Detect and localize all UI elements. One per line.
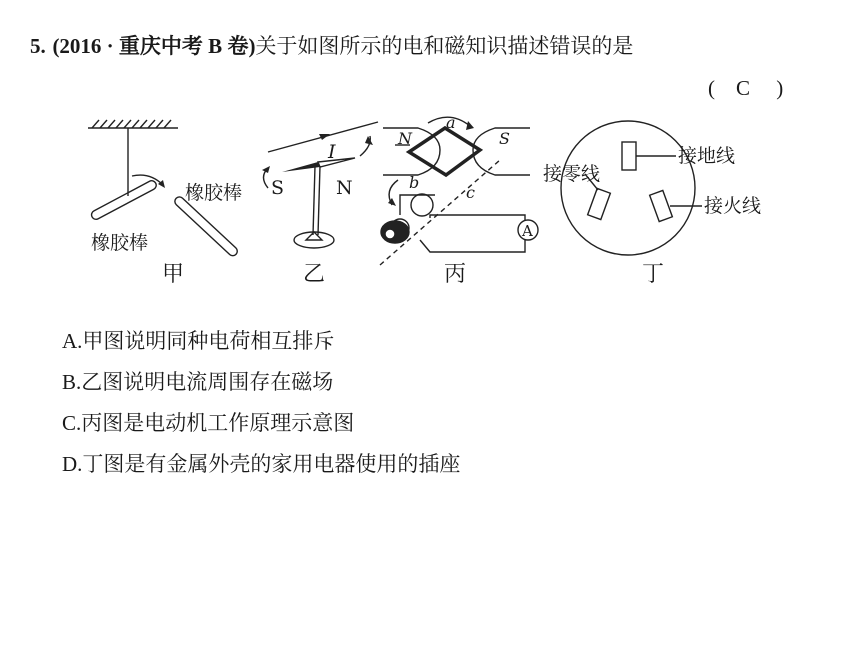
needle-north <box>318 158 355 167</box>
question-stem <box>30 30 633 60</box>
current-arrow-icon <box>319 134 330 140</box>
repel-arrow-icon <box>132 175 163 185</box>
coil-label-a: a <box>446 113 456 132</box>
pivot-stand <box>313 166 315 235</box>
coil <box>409 128 480 175</box>
axis <box>380 160 500 265</box>
circuit-wire-bottom <box>420 240 525 252</box>
ground-wire-label: 接地线 <box>678 145 736 167</box>
live-wire-label: 接火线 <box>704 195 762 217</box>
option-a <box>62 325 334 355</box>
caption-yi: 乙 <box>303 262 326 287</box>
magnet-label-n: N <box>398 129 412 148</box>
option-text: 丙图是电动机工作原理示意图 <box>81 411 355 435</box>
option-b <box>62 366 333 396</box>
rod-label-1: 橡胶棒 <box>185 182 243 204</box>
answer-choice: C <box>736 76 751 100</box>
answer-paren-close: ) <box>776 76 784 100</box>
option-text: 甲图说明同种电荷相互排斥 <box>82 329 335 353</box>
socket-body <box>561 121 695 255</box>
rod-label-2: 橡胶棒 <box>91 232 149 254</box>
ground-hole <box>622 142 636 170</box>
neutral-hole <box>588 188 611 219</box>
caption-ding: 丁 <box>642 262 665 287</box>
coil-label-b: b <box>409 173 420 192</box>
current-label: I <box>328 141 336 163</box>
option-label: C. <box>62 411 82 435</box>
circuit-wire-top <box>430 215 525 220</box>
option-text: 丁图是有金属外壳的家用电器使用的插座 <box>82 452 461 476</box>
live-hole <box>650 190 673 221</box>
ceiling-hatch-icon <box>92 120 171 128</box>
ammeter-label: A <box>522 222 533 240</box>
question-number: 5. <box>30 34 46 58</box>
question-source: (2016 · 重庆中考 B 卷) <box>52 34 256 58</box>
neutral-wire-label: 接零线 <box>543 163 601 185</box>
coil-label-c: c <box>466 183 475 202</box>
option-label: A. <box>62 329 83 353</box>
magnet-label-s: S <box>499 129 510 148</box>
answer-paren-open: ( <box>708 76 715 100</box>
needle-pole-s: S <box>271 177 285 199</box>
option-c <box>62 407 354 437</box>
option-label: D. <box>62 452 83 476</box>
answer-bracket <box>708 76 783 101</box>
needle-pole-n: N <box>336 177 353 199</box>
option-label: B. <box>62 370 82 394</box>
suspended-rod <box>90 179 158 221</box>
caption-jia: 甲 <box>162 262 185 287</box>
slip-ring <box>411 194 433 216</box>
hand-held-rod <box>173 195 239 258</box>
figure-ding <box>561 121 702 255</box>
figure-group <box>0 105 860 290</box>
caption-bing: 丙 <box>444 262 467 287</box>
option-text: 乙图说明电流周围存在磁场 <box>81 370 334 394</box>
question-text: 关于如图所示的电和磁知识描述错误的是 <box>255 34 634 58</box>
option-d <box>62 448 460 478</box>
